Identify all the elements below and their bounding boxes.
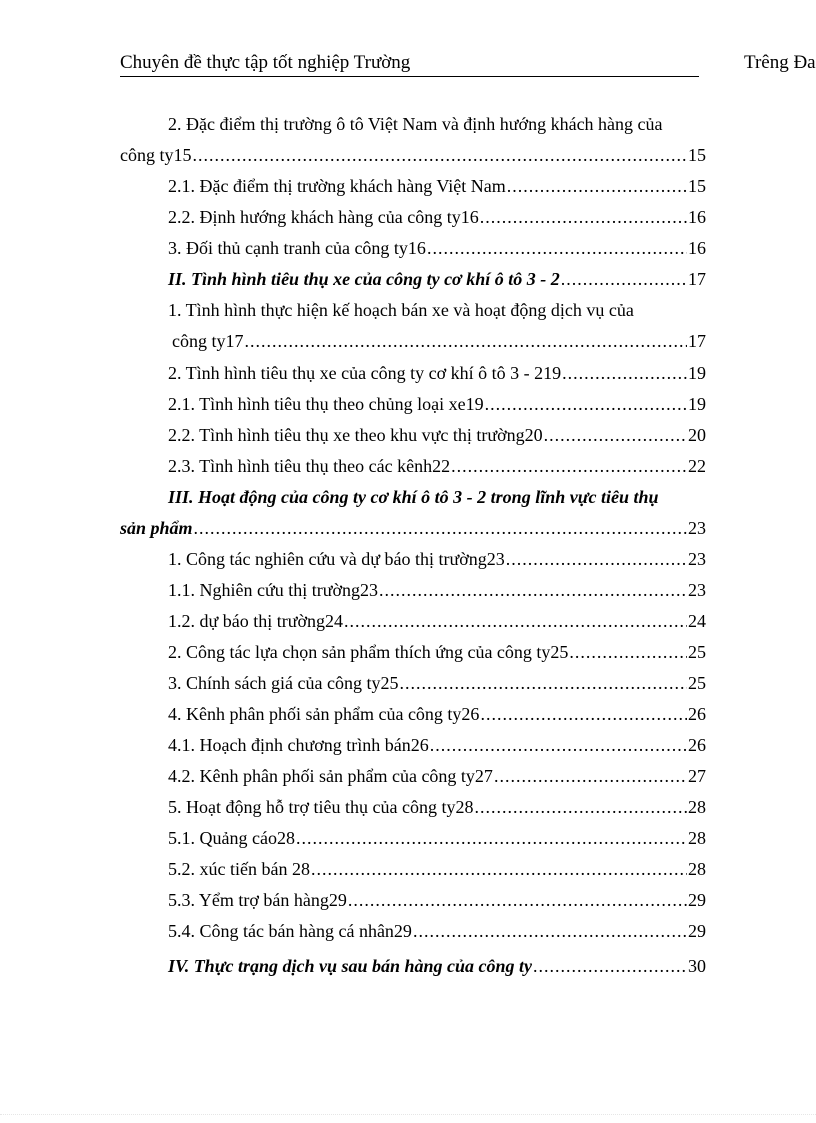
toc-entry-label: công ty17 <box>172 331 244 351</box>
toc-entry[interactable] <box>168 920 706 944</box>
toc-page-number: 26 <box>688 704 706 724</box>
leader-dots <box>348 889 687 911</box>
toc-entry[interactable] <box>168 424 706 448</box>
toc-entry-label: 4.1. Hoạch định chương trình bán26 <box>168 735 429 755</box>
leader-dots <box>506 548 687 570</box>
toc-entry[interactable] <box>168 889 706 913</box>
page-header <box>120 52 816 78</box>
leader-dots <box>544 424 687 446</box>
toc-entry-label: 2. Công tác lựa chọn sản phẩm thích ứng của công ty25 <box>168 642 569 662</box>
toc-entry-label: công ty15 <box>120 145 192 165</box>
page-bottom-border <box>0 1114 816 1115</box>
leader-dots <box>296 827 687 849</box>
leader-dots <box>451 455 687 477</box>
toc-entry[interactable] <box>168 579 706 603</box>
toc-entry-label: 2.2. Định hướng khách hàng của công ty16 <box>168 207 479 227</box>
toc-entry-label: 2.1. Tình hình tiêu thụ theo chủng loại xe19 <box>168 394 484 414</box>
toc-entry-label: 2.1. Đặc điểm thị trường khách hàng Việt Nam <box>168 176 506 196</box>
toc-entry-label: 1.1. Nghiên cứu thị trường23 <box>168 580 379 600</box>
toc-page-number: 30 <box>688 956 706 976</box>
toc-section-heading[interactable] <box>168 955 706 979</box>
toc-entry-label: II. Tình hình tiêu thụ xe của công ty cơ khí ô tô 3 - 2 <box>168 269 560 289</box>
leader-dots <box>494 765 687 787</box>
leader-dots <box>485 393 687 415</box>
toc-entry[interactable] <box>168 455 706 479</box>
header-school: Trêng Đa <box>744 52 816 73</box>
leader-dots <box>245 330 688 352</box>
toc-entry-label: sản phẩm <box>120 518 193 538</box>
leader-dots <box>562 362 687 384</box>
leader-dots <box>474 796 687 818</box>
leader-dots <box>193 144 688 166</box>
toc-page-number: 17 <box>688 331 706 351</box>
toc-entry-label: IV. Thực trạng dịch vụ sau bán hàng của công ty <box>168 956 533 976</box>
header-rule <box>120 76 699 77</box>
toc-page-number: 25 <box>688 673 706 693</box>
leader-dots <box>480 703 687 725</box>
toc-page-number: 20 <box>688 425 706 445</box>
toc-entry[interactable] <box>168 858 706 882</box>
toc-entry-label: 4. Kênh phân phối sản phẩm của công ty26 <box>168 704 480 724</box>
toc-entry[interactable] <box>168 548 706 572</box>
toc-page-number: 22 <box>688 456 706 476</box>
toc-page-number: 19 <box>688 363 706 383</box>
toc-entry[interactable] <box>168 237 706 261</box>
toc-entry[interactable] <box>168 672 706 696</box>
toc-entry-line: 2. Đặc điểm thị trường ô tô Việt Nam và định hướng khách hàng của <box>168 114 663 134</box>
toc-page-number: 17 <box>688 269 706 289</box>
toc-entry-label: 5. Hoạt động hỗ trợ tiêu thụ của công ty28 <box>168 797 474 817</box>
toc-entry[interactable] <box>172 330 706 354</box>
toc-page-number: 28 <box>688 859 706 879</box>
toc-page-number: 26 <box>688 735 706 755</box>
toc-page-number: 23 <box>688 580 706 600</box>
leader-dots <box>480 206 687 228</box>
toc-page-number: 19 <box>688 394 706 414</box>
toc-page-number: 16 <box>688 238 706 258</box>
toc-entry[interactable] <box>168 703 706 727</box>
toc-entry[interactable] <box>168 796 706 820</box>
toc-page-number: 16 <box>688 207 706 227</box>
toc-entry-label: 5.4. Công tác bán hàng cá nhân29 <box>168 921 412 941</box>
toc-entry-label: 2.3. Tình hình tiêu thụ theo các kênh22 <box>168 456 451 476</box>
toc-entry-label: 3. Chính sách giá của công ty25 <box>168 673 399 693</box>
toc-entry-label: 1. Công tác nghiên cứu và dự báo thị trường23 <box>168 549 505 569</box>
leader-dots <box>311 858 687 880</box>
toc-section-heading[interactable] <box>168 268 706 292</box>
toc-entry[interactable] <box>168 610 706 634</box>
toc-entry[interactable] <box>168 206 706 230</box>
toc-page-number: 29 <box>688 890 706 910</box>
toc-entry[interactable] <box>168 734 706 758</box>
toc-section-heading[interactable] <box>120 517 706 541</box>
toc-entry-label: 5.1. Quảng cáo28 <box>168 828 295 848</box>
toc-entry-label: 5.3. Yểm trợ bán hàng29 <box>168 890 347 910</box>
toc-entry[interactable] <box>168 827 706 851</box>
leader-dots <box>427 237 687 259</box>
leader-dots <box>507 175 687 197</box>
toc-entry-label: 4.2. Kênh phân phối sản phẩm của công ty27 <box>168 766 493 786</box>
toc-page-number: 15 <box>688 176 706 196</box>
leader-dots <box>533 955 687 977</box>
toc-entry[interactable] <box>168 175 706 199</box>
leader-dots <box>344 610 687 632</box>
toc-page-number: 28 <box>688 797 706 817</box>
toc-entry[interactable] <box>168 393 706 417</box>
toc-entry[interactable] <box>168 362 706 386</box>
leader-dots <box>569 641 687 663</box>
toc-entry-label: 3. Đối thủ cạnh tranh của công ty16 <box>168 238 426 258</box>
toc-entry-label: 2. Tình hình tiêu thụ xe của công ty cơ khí ô tô 3 - 219 <box>168 363 562 383</box>
leader-dots <box>379 579 687 601</box>
toc-entry[interactable] <box>168 641 706 665</box>
leader-dots <box>430 734 687 756</box>
toc-page-number: 23 <box>688 518 706 538</box>
leader-dots <box>413 920 687 942</box>
leader-dots <box>194 517 687 539</box>
toc-entry-line: 1. Tình hình thực hiện kế hoạch bán xe và hoạt động dịch vụ của <box>168 300 634 320</box>
leader-dots <box>561 268 687 290</box>
toc-entry[interactable] <box>168 765 706 789</box>
toc-page-number: 23 <box>688 549 706 569</box>
toc-page-number: 29 <box>688 921 706 941</box>
toc-page-number: 28 <box>688 828 706 848</box>
toc-page-number: 25 <box>688 642 706 662</box>
toc-entry-label: 2.2. Tình hình tiêu thụ xe theo khu vực thị trường20 <box>168 425 543 445</box>
header-title: Chuyên đề thực tập tốt nghiệp Trường <box>120 52 411 73</box>
toc-page-number: 24 <box>688 611 706 631</box>
toc-section-heading-line: III. Hoạt động của công ty cơ khí ô tô 3 - 2 trong lĩnh vực tiêu thụ <box>168 487 659 507</box>
toc-page-number: 15 <box>688 145 706 165</box>
toc-entry[interactable] <box>120 144 706 168</box>
toc-entry-label: 1.2. dự báo thị trường24 <box>168 611 344 631</box>
toc-entry-label: 5.2. xúc tiến bán 28 <box>168 859 310 879</box>
toc-page-number: 27 <box>688 766 706 786</box>
leader-dots <box>399 672 687 694</box>
